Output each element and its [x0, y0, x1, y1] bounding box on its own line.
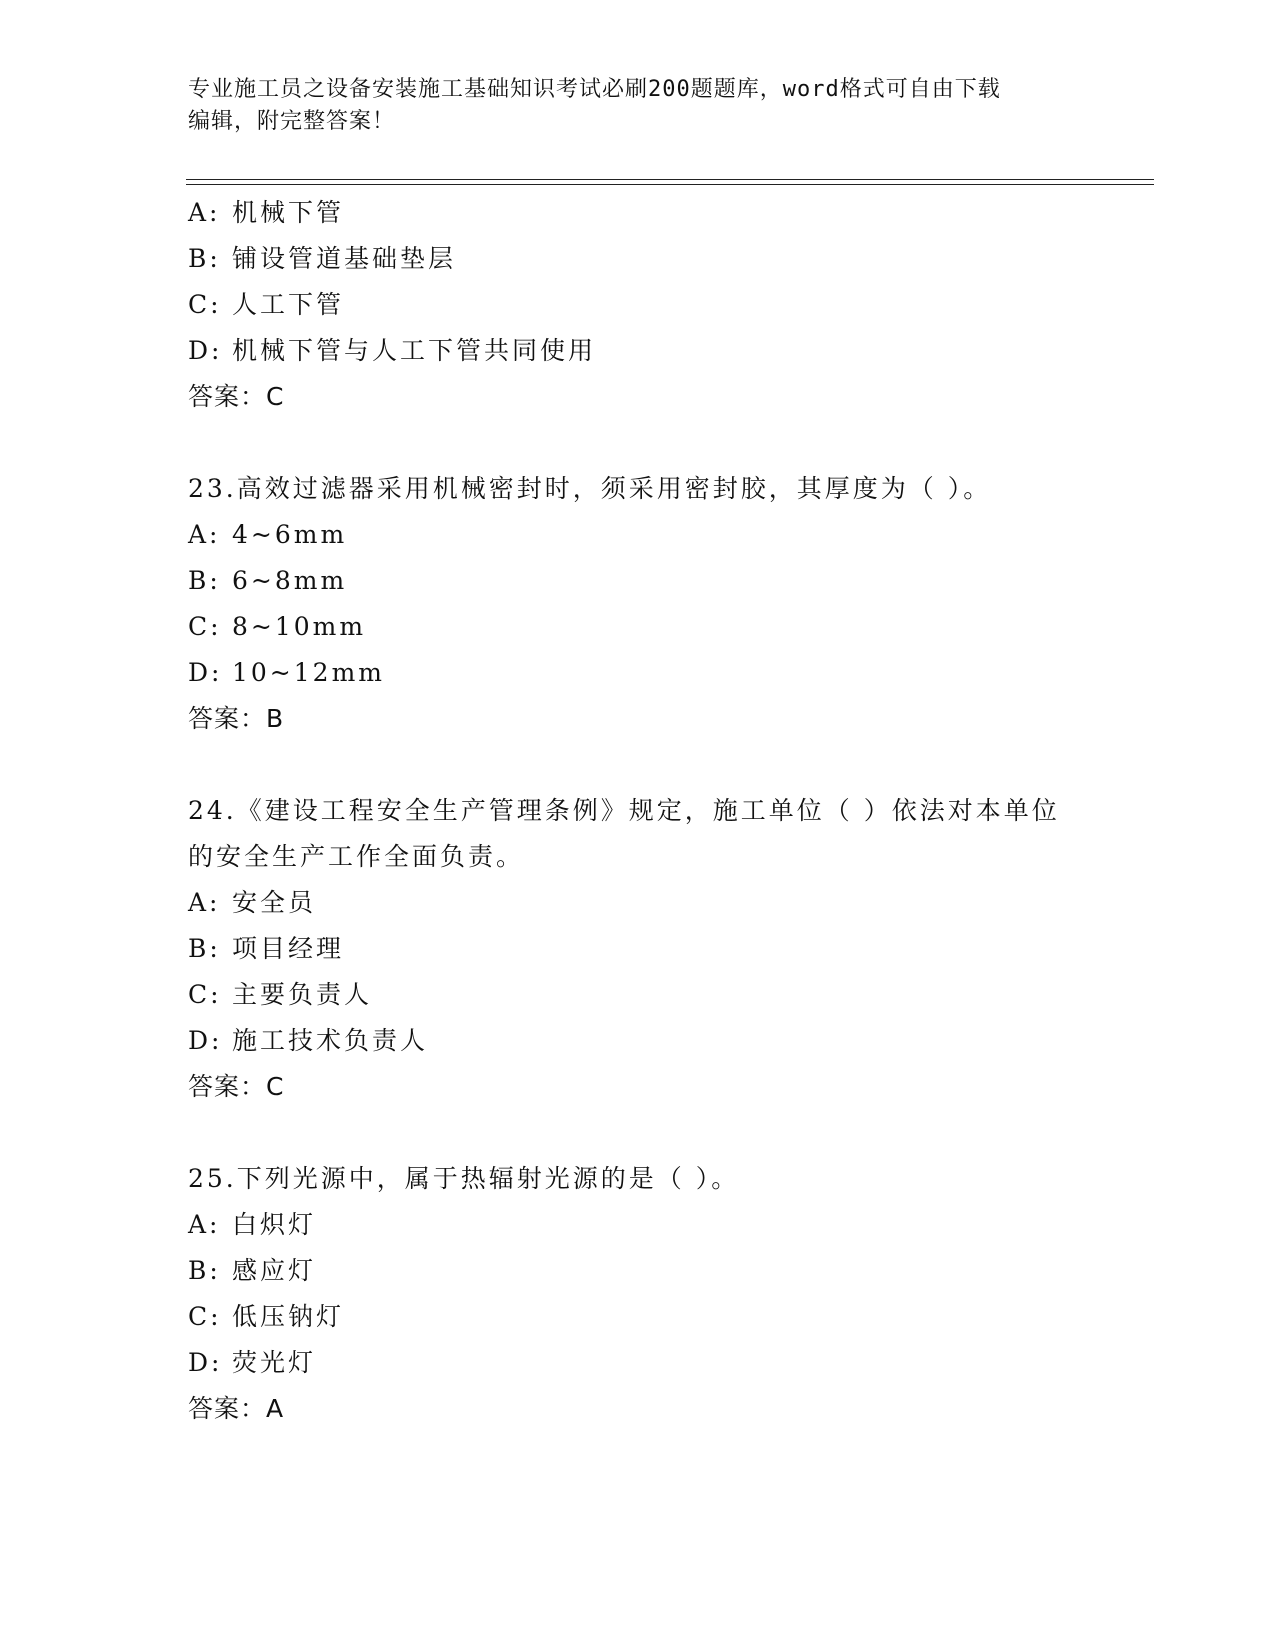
option-key: A: [188, 520, 221, 549]
option-key: A: [188, 198, 221, 227]
question-text: 24.《建设工程安全生产管理条例》规定，施工单位（ ）依法对本单位的安全生产工作全面负责。 [188, 796, 1060, 871]
question-list [188, 190, 1088, 1432]
option-text: 主要负责人 [232, 980, 373, 1009]
option-key: C: [188, 980, 222, 1009]
option-c [188, 972, 1088, 1018]
option-text: 感应灯 [232, 1256, 317, 1285]
option-text: 项目经理 [232, 934, 345, 963]
header-divider-bottom [186, 184, 1154, 185]
question-text: 25.下列光源中，属于热辐射光源的是（ ）。 [188, 1164, 740, 1193]
option-key: B: [188, 244, 221, 273]
question-22-block [188, 190, 1088, 420]
option-text: 人工下管 [232, 290, 345, 319]
option-text: 低压钠灯 [232, 1302, 345, 1331]
option-text: 机械下管与人工下管共同使用 [232, 336, 597, 365]
option-a [188, 880, 1088, 926]
option-key: A: [188, 1210, 221, 1239]
question-23-block [188, 466, 1088, 742]
document-header [188, 74, 1088, 138]
header-title-line2: 编辑，附完整答案！ [188, 109, 396, 134]
option-a [188, 190, 1088, 236]
option-key: A: [188, 888, 221, 917]
option-d [188, 328, 1088, 374]
option-a [188, 1202, 1088, 1248]
option-text: 铺设管道基础垫层 [232, 244, 457, 273]
option-key: B: [188, 1256, 221, 1285]
answer-line: 答案：A [188, 1394, 285, 1423]
option-key: C: [188, 1302, 222, 1331]
option-b [188, 558, 1088, 604]
option-key: D: [188, 1026, 223, 1055]
answer-line: 答案：C [188, 382, 285, 411]
option-text: 施工技术负责人 [232, 1026, 429, 1055]
option-key: D: [188, 658, 223, 687]
question-24-block [188, 788, 1088, 1110]
option-text: 4~6mm [232, 520, 348, 549]
answer-line: 答案：B [188, 704, 285, 733]
option-d [188, 1018, 1088, 1064]
question-25-block [188, 1156, 1088, 1432]
option-b [188, 926, 1088, 972]
option-key: B: [188, 934, 221, 963]
option-key: C: [188, 612, 222, 641]
option-c [188, 604, 1088, 650]
option-text: 10~12mm [232, 658, 385, 687]
option-key: B: [188, 566, 221, 595]
option-key: D: [188, 1348, 223, 1377]
option-b [188, 236, 1088, 282]
option-text: 6~8mm [232, 566, 348, 595]
option-text: 白炽灯 [232, 1210, 317, 1239]
header-title-line1: 专业施工员之设备安装施工基础知识考试必刷200题题库，word格式可自由下载 [188, 77, 1001, 102]
option-c [188, 282, 1088, 328]
option-d [188, 1340, 1088, 1386]
option-key: D: [188, 336, 223, 365]
option-text: 机械下管 [232, 198, 345, 227]
option-d [188, 650, 1088, 696]
option-text: 安全员 [232, 888, 317, 917]
option-key: C: [188, 290, 222, 319]
option-text: 荧光灯 [232, 1348, 317, 1377]
answer-line: 答案：C [188, 1072, 285, 1101]
header-divider-top [186, 179, 1154, 180]
option-c [188, 1294, 1088, 1340]
option-b [188, 1248, 1088, 1294]
option-a [188, 512, 1088, 558]
option-text: 8~10mm [232, 612, 367, 641]
question-text: 23.高效过滤器采用机械密封时，须采用密封胶，其厚度为（ ）。 [188, 474, 992, 503]
